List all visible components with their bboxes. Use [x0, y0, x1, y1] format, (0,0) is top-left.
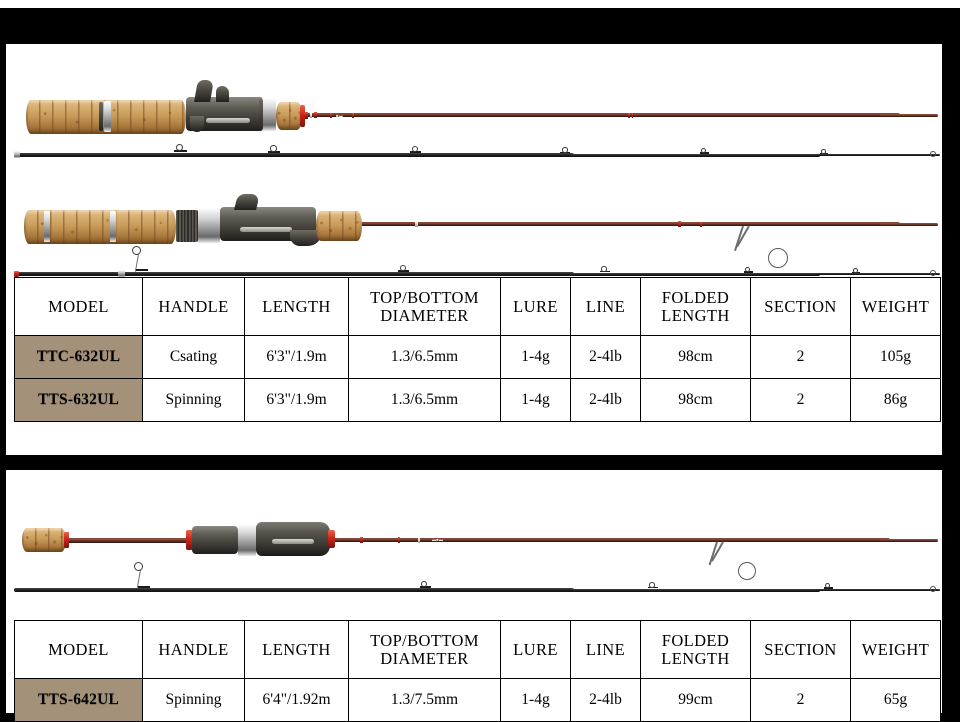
rod642-blank-taper: [880, 539, 938, 542]
casting-tip-section-a: [14, 153, 574, 157]
casting-wrap-red-3: [330, 113, 332, 118]
casting-grip-trim-ring: [104, 101, 111, 132]
cell-weight: 65g: [851, 679, 941, 722]
header-weight: WEIGHT: [851, 278, 941, 336]
header-line: LINE: [571, 621, 641, 679]
casting-wrap-red-6: [632, 113, 633, 118]
header-lure: LURE: [501, 621, 571, 679]
header-folded-line1: FOLDED: [661, 287, 730, 307]
cell-length: 6'4"/1.92m: [245, 679, 349, 722]
spinning-stripper-guide-ring: [768, 248, 788, 268]
rod642-guide-ring-4: [825, 583, 830, 588]
header-handle: HANDLE: [143, 621, 245, 679]
cell-model: TTS-632UL: [15, 379, 143, 422]
cell-lure: 1-4g: [501, 379, 571, 422]
spinning-wrap-red-1: [678, 221, 681, 227]
spinning-guide-ring-1: [132, 246, 141, 255]
rod642-blank-a: [58, 538, 198, 543]
spinning-rod-illustration: [0, 164, 960, 284]
casting-fore-cork-grip: [276, 102, 302, 130]
casting-wrap-red-4: [352, 113, 354, 118]
spinning-tip-section-c: [816, 273, 940, 275]
rod642-wrap-red-1: [360, 537, 363, 543]
header-folded-line1: FOLDED: [661, 630, 730, 650]
header-folded-length: [641, 278, 751, 336]
spec-table-one: [14, 277, 941, 422]
casting-tip-section-c: [816, 154, 940, 156]
casting-guide-ring-4: [562, 147, 568, 153]
spinning-rod-642-illustration: [0, 490, 960, 610]
rod642-tip-b: [570, 589, 820, 592]
rod642-tip-c: [816, 589, 940, 591]
casting-guide-ring-5: [701, 148, 706, 153]
spinning-seat-collar: [198, 208, 220, 243]
casting-tip-section-b: [570, 154, 820, 157]
casting-guide-ring-1: [176, 144, 183, 151]
spinning-locking-nut: [176, 210, 198, 242]
cell-weight: 86g: [851, 379, 941, 422]
cell-diameter: 1.3/6.5mm: [349, 379, 501, 422]
rod642-guide-ring-2: [421, 581, 427, 587]
product-panel-two: [0, 470, 960, 713]
casting-wrap-red-2: [314, 112, 317, 118]
cell-folded-length: 98cm: [641, 379, 751, 422]
header-diameter-line1: TOP/BOTTOM: [370, 630, 479, 650]
header-length: LENGTH: [245, 621, 349, 679]
header-folded-line2: LENGTH: [661, 648, 730, 668]
header-section: SECTION: [751, 278, 851, 336]
rod642-seat-collar: [238, 524, 256, 556]
spinning-grip-trim-ring-2: [110, 211, 116, 242]
spinning-guide-foot-1: [136, 269, 148, 271]
spinning-tip-red-ferrule: [14, 271, 19, 277]
cell-lure: 1-4g: [501, 336, 571, 379]
casting-wrap-red-5: [628, 113, 630, 118]
casting-blank-butt-taper: [880, 114, 938, 117]
header-weight: WEIGHT: [851, 621, 941, 679]
table-one-header-row: [15, 278, 941, 336]
table-two-header-row: [15, 621, 941, 679]
header-lure: LURE: [501, 278, 571, 336]
spinning-tip-ferrule: [118, 270, 125, 277]
rod642-tip-a: [14, 588, 574, 592]
cell-diameter: 1.3/7.5mm: [349, 679, 501, 722]
cell-line: 2-4lb: [571, 379, 641, 422]
casting-wrap-white-1: [310, 113, 312, 119]
casting-brand-mark: ■▬: [336, 112, 344, 118]
cell-section: 2: [751, 379, 851, 422]
rod642-blank-b: [290, 538, 890, 542]
header-model: MODEL: [15, 278, 143, 336]
cell-folded-length: 99cm: [641, 679, 751, 722]
rod642-butt-red-collar: [64, 532, 69, 548]
rod642-guide-ring-3: [649, 582, 655, 588]
rod642-guide-foot-1: [138, 586, 150, 588]
spinning-grip-trim-ring-1: [44, 211, 50, 242]
spinning-fore-cork-grip: [316, 211, 362, 241]
header-folded-line2: LENGTH: [661, 305, 730, 325]
cell-handle: Spinning: [143, 679, 245, 722]
spinning-wrap-red-2: [700, 222, 702, 227]
rod642-brand-mark: ▬■▬: [432, 536, 444, 542]
casting-locking-ring: [262, 98, 276, 131]
cell-length: 6'3"/1.9m: [245, 379, 349, 422]
cell-section: 2: [751, 679, 851, 722]
spinning-tip-section-b: [570, 273, 820, 276]
spinning-reel-seat-window: [240, 227, 292, 232]
casting-red-collar: [300, 105, 305, 127]
header-section: SECTION: [751, 621, 851, 679]
cell-length: 6'3"/1.9m: [245, 336, 349, 379]
casting-reel-seat-window: [206, 118, 250, 123]
spinning-blank-butt-taper: [880, 223, 938, 226]
cell-lure: 1-4g: [501, 679, 571, 722]
cell-folded-length: 98cm: [641, 336, 751, 379]
casting-seat-dark-ring: [259, 99, 263, 130]
casting-tip-top-guide: [930, 151, 936, 157]
cell-handle: Spinning: [143, 379, 245, 422]
cell-model: TTS-642UL: [15, 679, 143, 722]
rod642-foregrip-window: [272, 539, 314, 544]
spinning-tip-section-a: [14, 272, 574, 276]
rod642-tip-top-guide: [930, 586, 936, 592]
header-diameter-line2: DIAMETER: [380, 305, 469, 325]
spinning-guide-ring-2: [400, 265, 406, 271]
top-white-strip: [0, 0, 960, 8]
casting-trigger-hook-right: [216, 86, 229, 102]
header-diameter-line1: TOP/BOTTOM: [370, 287, 479, 307]
casting-grip-dark-ring: [99, 102, 103, 131]
rod642-fore-red-collar: [328, 530, 335, 548]
header-length: LENGTH: [245, 278, 349, 336]
header-diameter: [349, 278, 501, 336]
cell-model: TTC-632UL: [15, 336, 143, 379]
table-row: [15, 336, 941, 379]
spinning-blank-butt: [360, 222, 900, 226]
header-model: MODEL: [15, 621, 143, 679]
rod642-wrap-white-1: [418, 537, 420, 543]
rod642-guide-ring-1: [134, 562, 143, 571]
casting-tip-ferrule: [14, 151, 20, 158]
cell-weight: 105g: [851, 336, 941, 379]
spinning-guide-ring-3: [601, 266, 607, 272]
cell-section: 2: [751, 336, 851, 379]
cell-line: 2-4lb: [571, 336, 641, 379]
casting-guide-ring-2: [270, 145, 277, 152]
product-panel-one: [0, 44, 960, 455]
rod642-wrap-red-2: [398, 537, 400, 543]
spinning-wrap-white-1: [415, 221, 418, 227]
header-folded-length: [641, 621, 751, 679]
casting-guide-ring-6: [821, 149, 826, 154]
cell-diameter: 1.3/6.5mm: [349, 336, 501, 379]
casting-blank-butt: [300, 113, 900, 117]
spinning-guide-ring-5: [853, 268, 858, 273]
casting-guide-ring-3: [412, 146, 418, 152]
spec-table-two: [14, 620, 941, 722]
spinning-tip-top-guide: [930, 270, 936, 276]
header-diameter: [349, 621, 501, 679]
table-row: [15, 379, 941, 422]
header-line: LINE: [571, 278, 641, 336]
spinning-guide-ring-4: [745, 267, 750, 272]
header-handle: HANDLE: [143, 278, 245, 336]
table-row: [15, 679, 941, 722]
rod642-stripper-guide-ring: [738, 562, 756, 580]
casting-trigger-underhook: [190, 116, 204, 132]
rod642-cork-butt-cap: [22, 528, 66, 552]
rod642-reel-seat-barrel: [192, 526, 238, 554]
cell-handle: Csating: [143, 336, 245, 379]
casting-rod-illustration: [0, 56, 960, 166]
cell-line: 2-4lb: [571, 679, 641, 722]
header-diameter-line2: DIAMETER: [380, 648, 469, 668]
spinning-hood-wing: [234, 194, 260, 210]
